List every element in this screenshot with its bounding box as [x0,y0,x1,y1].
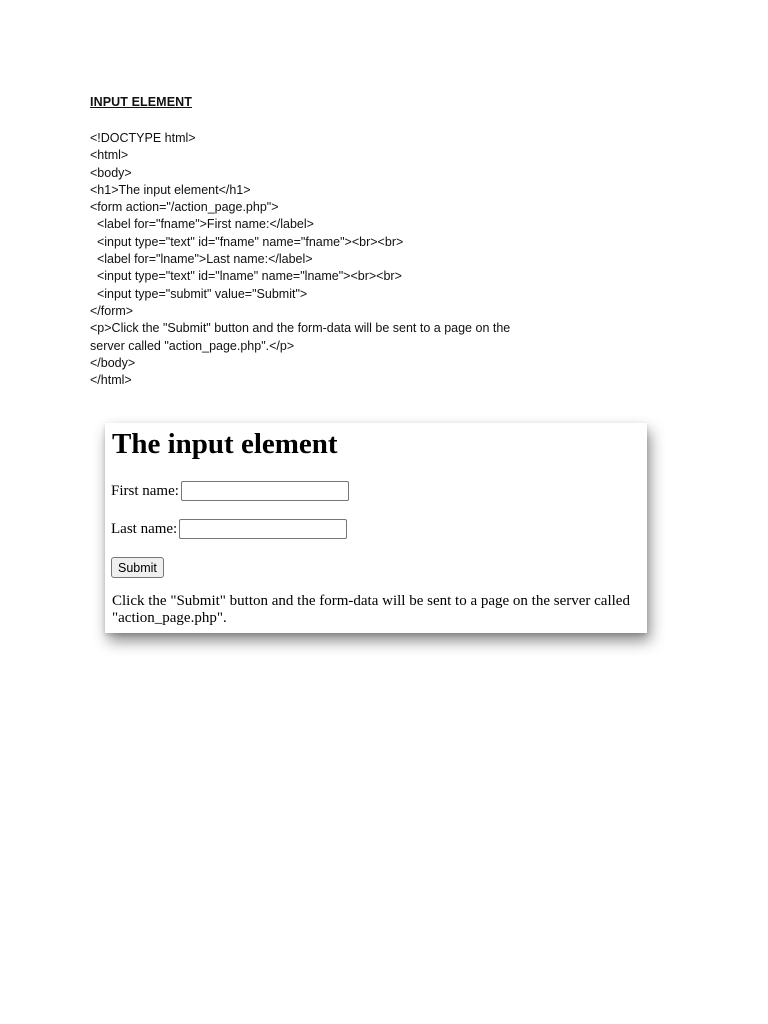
last-name-row [111,519,347,539]
code-listing [90,130,560,389]
document-heading: INPUT ELEMENT [90,95,192,109]
preview-title: The input element [112,428,338,460]
code-line: <label for="fname">First name:</label> [90,217,314,232]
rendered-preview [105,423,647,633]
code-line: </form> [90,303,134,318]
first-name-input[interactable] [181,481,349,501]
code-line: <input type="text" id="fname" name="fname"><br><br> [90,234,404,249]
last-name-input[interactable] [179,519,347,539]
code-line: </body> [90,355,136,370]
code-line: <input type="text" id="lname" name="lname"><br><br> [90,269,402,284]
last-name-label: Last name: [111,520,178,537]
code-line: </html> [90,373,132,388]
code-line: <!DOCTYPE html> [90,131,196,145]
first-name-label: First name: [111,482,179,499]
code-line: <body> [90,165,132,180]
code-line: <label for="lname">Last name:</label> [90,252,313,267]
code-line: <p>Click the "Submit" button and the form-data will be sent to a page on the [90,321,511,336]
code-line: <h1>The input element</h1> [90,182,251,197]
code-line: <html> [90,148,129,163]
code-line: server called "action_page.php".</p> [90,338,295,353]
code-line: <input type="submit" value="Submit"> [90,286,308,301]
preview-paragraph: Click the "Submit" button and the form-data will be sent to a page on the server called "action_page.php". [112,593,630,626]
first-name-row [111,481,349,501]
submit-button[interactable]: Submit [111,557,164,578]
code-line: <form action="/action_page.php"> [90,200,279,215]
